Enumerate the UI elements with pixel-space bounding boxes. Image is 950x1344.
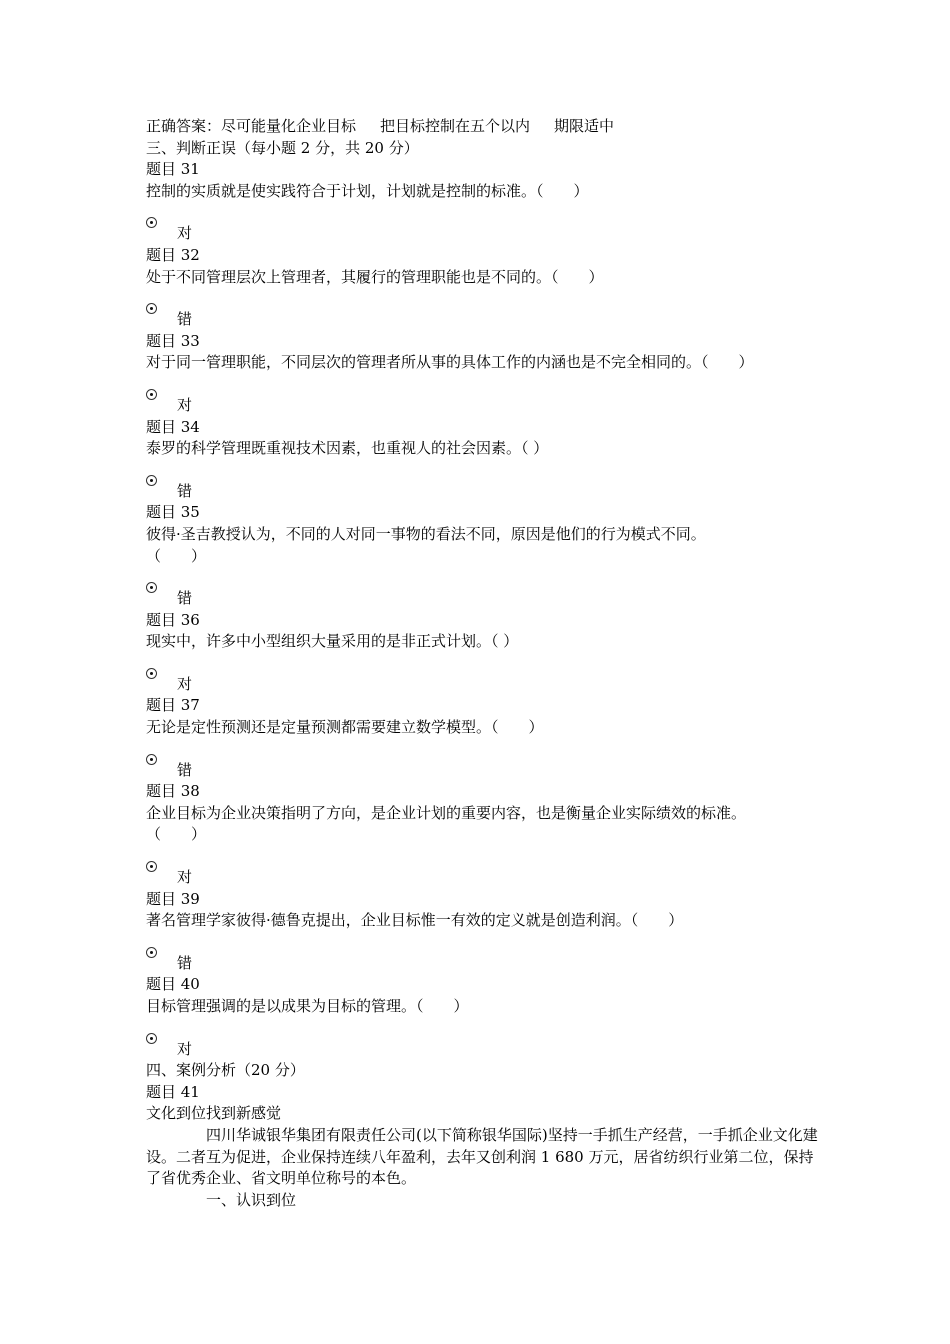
question-number: 题目 39 (146, 889, 200, 908)
question-number: 题目 40 (146, 975, 200, 994)
answer-option[interactable] (146, 674, 826, 696)
answer-item-3: 期限适中 (554, 117, 615, 135)
question-text: 控制的实质就是使实践符合于计划，计划就是控制的标准。（ ） (146, 181, 589, 200)
radio-selected-icon[interactable] (146, 668, 157, 679)
answer-option[interactable] (146, 588, 826, 610)
question-text: 处于不同管理层次上管理者，其履行的管理职能也是不同的。（ ） (146, 267, 604, 286)
answer-option[interactable] (146, 309, 826, 331)
radio-selected-icon[interactable] (146, 217, 157, 228)
radio-selected-icon[interactable] (146, 1033, 157, 1044)
section-title: 三、判断正误（每小题 2 分，共 20 分） (146, 138, 419, 157)
answer-label: 错 (177, 953, 193, 972)
question-number: 题目 31 (146, 160, 200, 179)
radio-selected-icon[interactable] (146, 582, 157, 593)
answer-item-2: 把目标控制在五个以内 (380, 117, 531, 135)
radio-selected-icon[interactable] (146, 947, 157, 958)
answer-label: 错 (177, 589, 193, 608)
answer-option[interactable] (146, 760, 826, 782)
case-title: 文化到位找到新感觉 (146, 1104, 282, 1123)
question-text: 现实中，许多中小型组织大量采用的是非正式计划。（ ） (146, 632, 519, 651)
question-number: 题目 37 (146, 696, 200, 715)
case-paragraph: 四川华诚银华集团有限责任公司(以下简称银华国际)坚持一手抓生产经营，一手抓企业文化建设。二者互为促进，企业保持连续八年盈利，去年又创利润 1 680 万元，居省纺织行业第二位，保持了省优秀企业、省文明单位称号的本色。 (146, 1125, 818, 1188)
radio-selected-icon[interactable] (146, 861, 157, 872)
answer-option[interactable] (146, 1039, 826, 1061)
question-number: 题目 33 (146, 331, 200, 350)
section-title: 四、案例分析（20 分） (146, 1061, 305, 1080)
question-number: 题目 36 (146, 610, 200, 629)
answer-label: 错 (177, 481, 193, 500)
answer-line (146, 116, 826, 138)
question-text: 无论是定性预测还是定量预测都需要建立数学模型。（ ） (146, 718, 544, 737)
question-number: 题目 32 (146, 245, 200, 264)
question-text-continued: （ ） (146, 825, 207, 844)
question-text: 彼得·圣吉教授认为，不同的人对同一事物的看法不同，原因是他们的行为模式不同。 (146, 524, 706, 543)
radio-selected-icon[interactable] (146, 754, 157, 765)
question-text: 企业目标为企业决策指明了方向，是企业计划的重要内容，也是衡量企业实际绩效的标准。 (146, 803, 747, 822)
answer-item-1: 尽可能量化企业目标 (221, 117, 357, 135)
question-text: 对于同一管理职能，不同层次的管理者所从事的具体工作的内涵也是不完全相同的。（ ） (146, 353, 754, 372)
answer-label: 错 (177, 310, 193, 329)
question-text: 著名管理学家彼得·德鲁克提出，企业目标惟一有效的定义就是创造利润。（ ） (146, 911, 684, 930)
question-number: 题目 38 (146, 782, 200, 801)
answer-label: 错 (177, 760, 193, 779)
answer-label: 对 (177, 674, 193, 693)
radio-selected-icon[interactable] (146, 475, 157, 486)
answer-label: 对 (177, 224, 193, 243)
answer-option[interactable] (146, 867, 826, 889)
radio-selected-icon[interactable] (146, 303, 157, 314)
answer-option[interactable] (146, 481, 826, 503)
answer-option[interactable] (146, 223, 826, 245)
question-number: 题目 41 (146, 1082, 200, 1101)
case-subheading: 一、认识到位 (206, 1190, 297, 1209)
document-content (146, 116, 826, 1211)
question-text-continued: （ ） (146, 546, 207, 565)
answer-label: 对 (177, 395, 193, 414)
answer-label: 对 (177, 1039, 193, 1058)
question-number: 题目 34 (146, 417, 200, 436)
answer-option[interactable] (146, 953, 826, 975)
question-number: 题目 35 (146, 503, 200, 522)
answer-option[interactable] (146, 395, 826, 417)
answer-label: 对 (177, 868, 193, 887)
question-text: 泰罗的科学管理既重视技术因素，也重视人的社会因素。（ ） (146, 439, 549, 458)
question-text: 目标管理强调的是以成果为目标的管理。（ ） (146, 997, 469, 1015)
radio-selected-icon[interactable] (146, 389, 157, 400)
answer-prefix: 正确答案： (146, 117, 222, 135)
